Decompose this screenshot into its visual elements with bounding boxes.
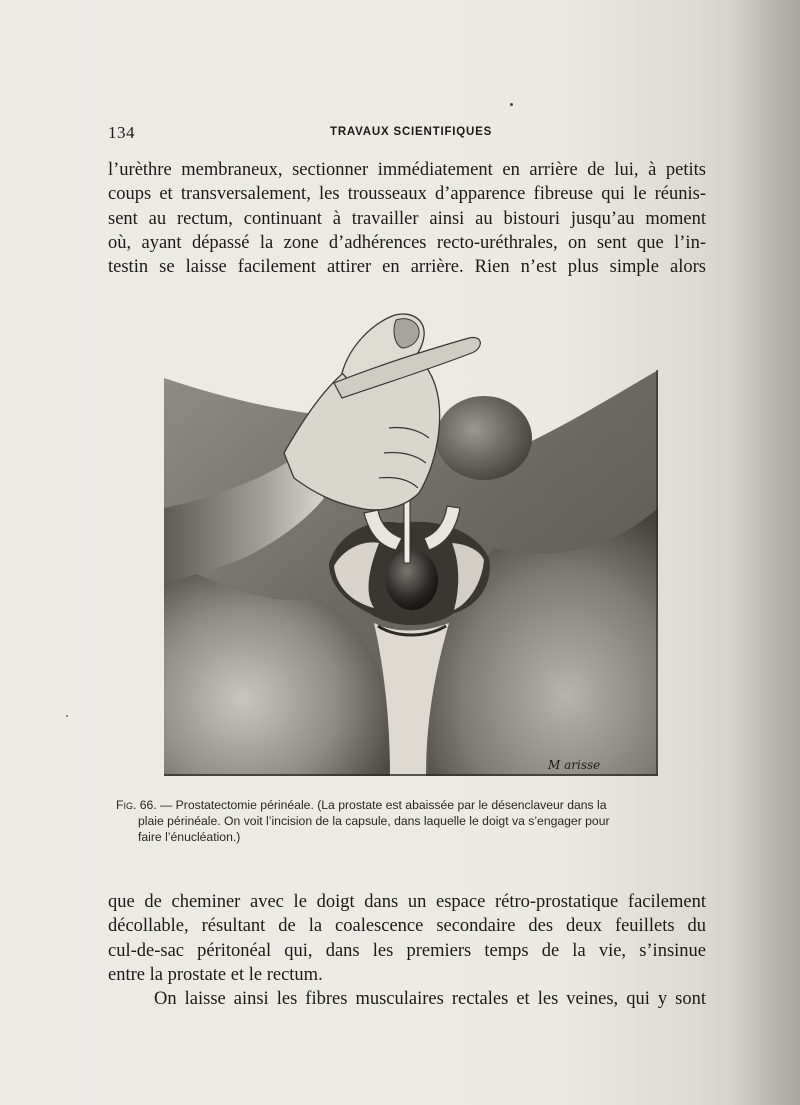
caption-line: plaie périnéale. On voit l’incision de la capsule, dans laquelle le doigt va s’engager pour [138,814,610,828]
text-line: que de cheminer avec le doigt dans un espace rétro-prostatique facilement [108,892,706,912]
figure-label: Fig. 66. [116,798,157,812]
print-speck [510,103,513,106]
text-line: cul-de-sac péritonéal qui, dans les premiers temps de la vie, s’insinue [108,940,706,961]
text-line: entre la prostate et le rectum. [108,964,323,985]
surgical-illustration [164,308,658,776]
text-line: On laisse ainsi les fibres musculaires rectales et les veines, qui y sont [154,989,706,1010]
running-head [108,123,708,143]
running-title: TRAVAUX SCIENTIFIQUES [330,126,493,138]
artist-signature: M arisse [548,758,601,772]
text-line: l’urèthre membraneux, sectionner immédiatement en arrière de lui, à petits [108,160,706,180]
bottom-paragraph [108,890,706,1011]
scrotum-shape [436,396,532,480]
top-paragraph [108,158,706,279]
page-number: 134 [108,123,135,142]
caption-text: — Prostatectomie périnéale. (La prostate est abaissée par le désenclaveur dans la [160,798,607,812]
figure-caption [116,797,712,845]
caption-line: faire l’énucléation.) [138,830,241,844]
prostate [386,550,438,610]
text-line: décollable, résultant de la coalescence secondaire des deux feuillets du [108,916,706,937]
text-line: coups et transversalement, les trousseaux d’apparence fibreuse qui le réunis- [108,184,706,205]
text-line: sent au rectum, continuant à travailler ainsi au bistouri jusqu’au moment [108,208,706,229]
page-gutter-shadow [730,0,800,1105]
print-speck [66,715,68,717]
text-line: testin se laisse facilement attirer en arrière. Rien n’est plus simple alors [108,257,706,278]
caption-line [116,797,712,813]
text-line: où, ayant dépassé la zone d’adhérences recto-uréthrales, on sent que l’in- [108,232,706,253]
svg-text:M arisse [547,758,600,772]
